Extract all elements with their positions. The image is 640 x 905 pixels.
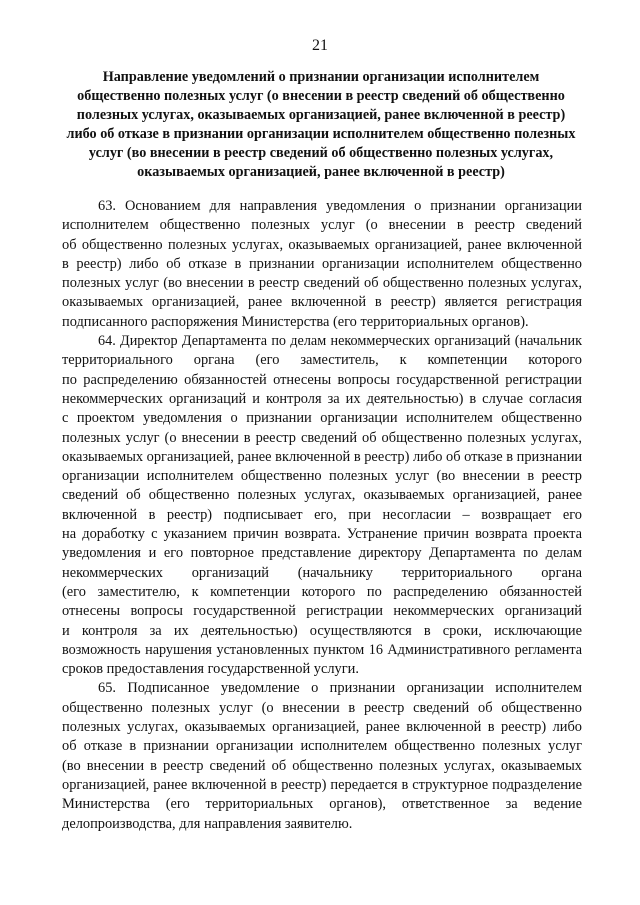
text-line: отнесены вопросы государственной регистрации некоммерческих организаций [62,603,582,620]
text-line: на доработку с указанием причин возврата. Устранение причин возврата проекта [62,526,582,543]
text-line: полезных услуг (о внесении в реестр сведений об общественно полезных услугах, [62,429,582,446]
text-line: оказываемых организацией, ранее включенной в реестр) либо об отказе в признании [62,448,583,465]
text-line: сведений об общественно полезных услугах, оказываемых организацией, ранее [62,487,582,504]
text-line: некоммерческих организаций (начальнику территориального органа [62,564,582,581]
text-line: организацией, ранее включенной в реестр) передается в структурное подразделение [62,776,582,793]
text-line: общественно полезных услуг (о внесении в реестр сведений об общественно [62,699,582,716]
text-line: по распределению обязанностей отнесены вопросы государственной регистрации [62,371,582,388]
text-line: делопроизводства, для направления заявителю. [62,815,353,832]
heading-line: либо об отказе в признании организации исполнителем общественно полезных [66,126,576,142]
text-line: (его заместителю, к компетенции которого по распределению обязанностей [62,583,582,600]
paragraph-63 [62,197,582,332]
heading-line: Направление уведомлений о признании организации исполнителем [102,69,540,85]
text-line: 63. Основанием для направления уведомления о признании организации [98,198,582,214]
heading-line: общественно полезных услуг (о внесении в реестр сведений об общественно [77,88,565,104]
text-line: оказываемых организацией, ранее включенной в реестр) является регистрация [62,294,582,311]
text-line: сроков предоставления государственной услуги. [62,661,359,678]
heading-line: услуг (во внесении в реестр сведений об общественно полезных услугах, [88,145,554,161]
text-line: уведомления и его повторное представление директору Департамента по делам [62,545,582,562]
heading-line: оказываемых организацией, ранее включенной в реестр) [137,164,505,180]
document-body [62,197,582,834]
text-line: организации исполнителем общественно полезных услуг (во внесении в реестр [62,468,582,485]
text-line: и контроля за их деятельностью) осуществляются в сроки, исключающие [62,622,582,639]
section-heading [58,68,584,182]
page-number: 21 [312,37,328,54]
text-line: исполнителем общественно полезных услуг (о внесении в реестр сведений [62,217,582,234]
text-line: в реестр) либо об отказе в признании организации исполнителем общественно [62,255,582,272]
text-line: об общественно полезных услугах, оказываемых организацией, ранее включенной [62,236,582,253]
text-line: 65. Подписанное уведомление о признании организации исполнителем [98,680,582,697]
text-line: Министерства (его территориальных органов), ответственное за ведение [62,796,582,813]
text-line: полезных услуг (во внесении в реестр сведений об общественно полезных услугах, [62,275,582,292]
text-line: подписанного распоряжения Министерства (его территориальных органов). [62,313,529,330]
text-line: территориального органа (его заместитель, к компетенции которого [62,352,582,369]
text-line: с проектом уведомления о признании организации исполнителем общественно [62,410,582,427]
text-line: об отказе в признании организации исполнителем общественно полезных услуг [62,738,582,755]
text-line: (во внесении в реестр сведений об общественно полезных услугах, оказываемых [62,757,582,774]
text-line: полезных услугах, оказываемых организацией, ранее включенной в реестр) либо [62,719,582,736]
paragraph-64 [62,332,582,679]
text-line: 64. Директор Департамента по делам некоммерческих организаций (начальник [98,333,582,350]
text-line: возможность нарушения установленных пунктом 16 Административного регламента [62,641,582,658]
paragraph-65 [62,679,582,833]
heading-line: полезных услугах, оказываемых организацией, ранее включенной в реестр) [76,107,566,123]
text-line: включенной в реестр) подписывает его, при несогласии – возвращает его [62,506,582,523]
text-line: некоммерческих организаций и контроля за их деятельностью) в случае согласия [62,390,582,407]
